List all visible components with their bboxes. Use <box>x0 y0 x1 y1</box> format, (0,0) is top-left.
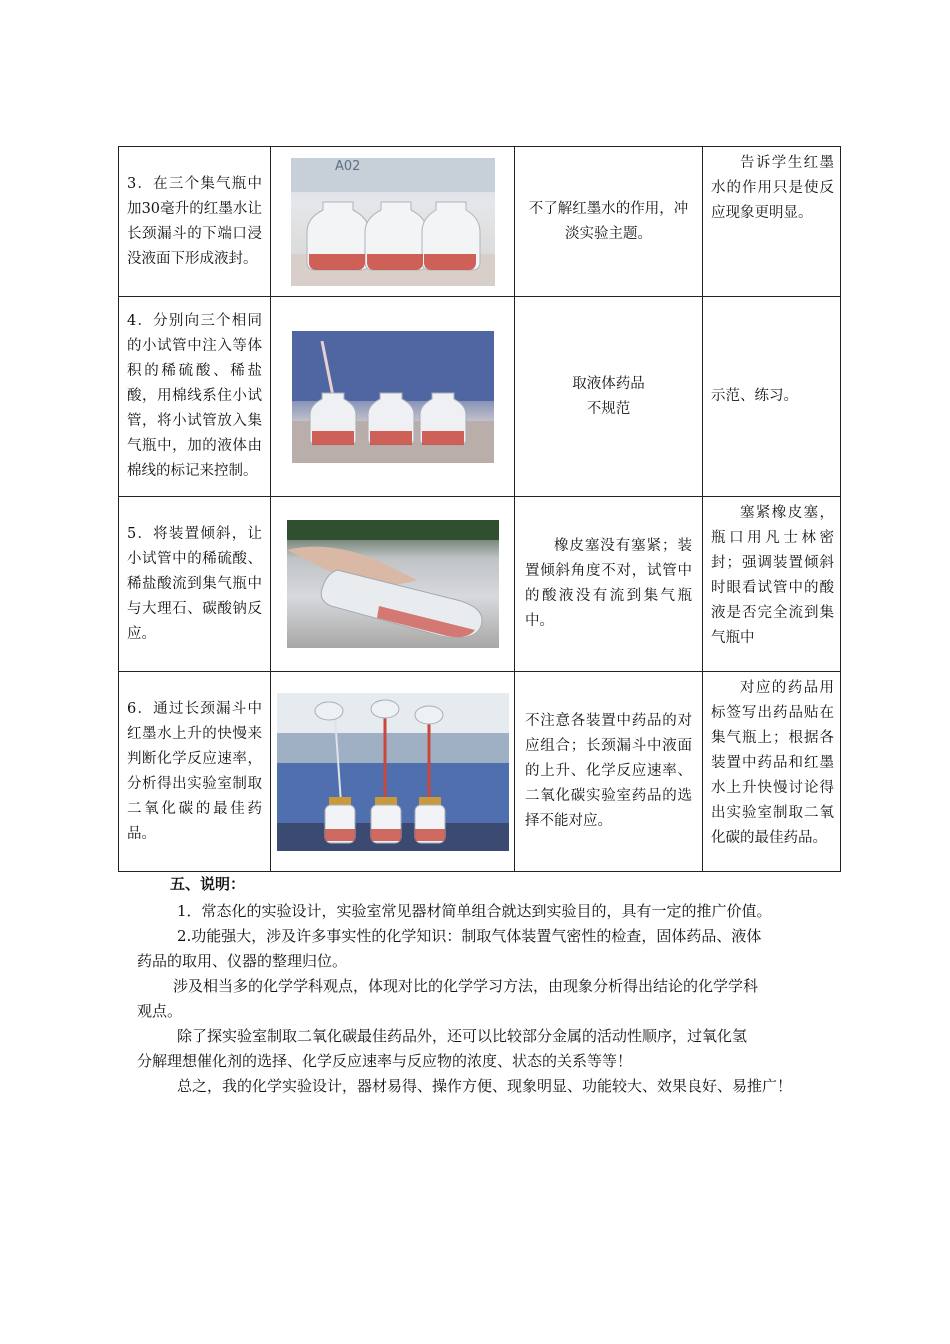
photo-cell <box>271 672 515 872</box>
paragraph: 分解理想催化剂的选择、化学反应速率与反应物的浓度、状态的关系等等！ <box>137 1052 633 1070</box>
paragraph: 观点。 <box>137 1002 183 1020</box>
section-title: 五、说明： <box>170 875 246 893</box>
paragraph: 药品的取用、仪器的整理归位。 <box>137 952 348 970</box>
problem-cell: 不了解红墨水的作用，冲淡实验主题。 <box>515 147 703 297</box>
problem-cell: 取液体药品 不规范 <box>515 297 703 497</box>
photo-cell <box>271 497 515 672</box>
step-cell: 5．将装置倾斜，让小试管中的稀硫酸、稀盐酸流到集气瓶中与大理石、碳酸钠反应。 <box>119 497 271 672</box>
solution-cell: 对应的药品用标签写出药品贴在集气瓶上；根据各装置中药品和红墨水上升快慢讨论得出实验室制取二氧化碳的最佳药品。 <box>703 672 841 872</box>
photo-tilted-bottle <box>287 520 499 648</box>
solution-cell: 示范、练习。 <box>703 297 841 497</box>
problem-cell: 不注意各装置中药品的对应组合；长颈漏斗中液面的上升、化学反应速率、二氧化碳实验室药品的选择不能对应。 <box>515 672 703 872</box>
photo-long-neck-funnels <box>277 693 509 851</box>
photo-three-bottles-red-ink <box>291 158 495 286</box>
paragraph: 1．常态化的实验设计，实验室常见器材简单组合就达到实验目的，具有一定的推广价值。 <box>177 902 772 920</box>
table-row <box>119 672 841 872</box>
table-row <box>119 297 841 497</box>
solution-cell: 告诉学生红墨水的作用只是使反应现象更明显。 <box>703 147 841 297</box>
experiment-table <box>118 146 841 872</box>
paragraph: 总之，我的化学实验设计，器材易得、操作方便、现象明显、功能较大、效果良好、易推广！ <box>177 1077 793 1095</box>
photo-cell <box>271 297 515 497</box>
step-cell: 4．分别向三个相同的小试管中注入等体积的稀硫酸、稀盐酸，用棉线系住小试管，将小试管放入集气瓶中，加的液体由棉线的标记来控制。 <box>119 297 271 497</box>
table-row <box>119 497 841 672</box>
photo-bottles-with-test-tubes <box>292 331 494 463</box>
paragraph: 除了探实验室制取二氧化碳最佳药品外，还可以比较部分金属的活动性顺序，过氧化氢 <box>177 1027 748 1045</box>
paragraph: 2.功能强大，涉及许多事实性的化学知识：制取气体装置气密性的检查，固体药品、液体 <box>177 927 762 945</box>
step-cell: 3．在三个集气瓶中加30毫升的红墨水让长颈漏斗的下端口浸没液面下形成液封。 <box>119 147 271 297</box>
image-label: A02 <box>334 158 360 174</box>
table-row <box>119 147 841 297</box>
problem-cell: 橡皮塞没有塞紧；装置倾斜角度不对，试管中的酸液没有流到集气瓶中。 <box>515 497 703 672</box>
solution-cell: 塞紧橡皮塞，瓶口用凡士林密封；强调装置倾斜时眼看试管中的酸液是否完全流到集气瓶中 <box>703 497 841 672</box>
photo-cell <box>271 147 515 297</box>
paragraph: 涉及相当多的化学学科观点，体现对比的化学学习方法，由现象分析得出结论的化学学科 <box>173 977 759 995</box>
step-cell: 6．通过长颈漏斗中红墨水上升的快慢来判断化学反应速率，分析得出实验室制取二氧化碳的最佳药品。 <box>119 672 271 872</box>
